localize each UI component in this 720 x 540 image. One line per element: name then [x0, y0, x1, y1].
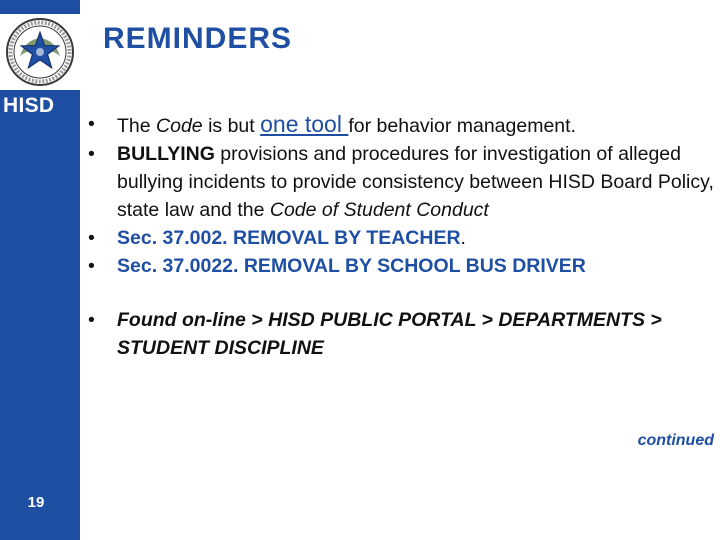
bullet-glyph: • — [88, 309, 95, 331]
bullet-text: provisions and procedures for investigation of alleged bullying incidents to provide consistency between HISD Board Policy, state law and the — [117, 143, 714, 221]
logo-container — [0, 14, 80, 90]
slide-number: 19 — [27, 494, 45, 511]
continued-label: continued — [637, 432, 714, 449]
removal-by-bus-driver-link[interactable]: Sec. 37.0022. REMOVAL BY SCHOOL BUS DRIVER — [117, 255, 586, 277]
bullet-item — [86, 252, 714, 280]
portal-path-link[interactable]: HISD PUBLIC PORTAL > DEPARTMENTS > STUDENT DISCIPLINE — [117, 309, 662, 359]
bullet-glyph: • — [88, 255, 95, 277]
sidebar — [0, 0, 80, 540]
found-online-lead: Found on-line > — [117, 309, 269, 331]
bullet-glyph: • — [88, 143, 95, 165]
emphasis-one-tool: one tool — [260, 111, 349, 137]
bullet-text: The — [117, 115, 157, 137]
bullet-text: is but — [202, 115, 261, 137]
bullet-text: for behavior management. — [348, 115, 576, 137]
bullet-glyph: • — [88, 113, 95, 135]
org-label: HISD — [3, 94, 55, 117]
bullet-list — [86, 110, 714, 362]
bullet-item — [86, 224, 714, 252]
slide-title: REMINDERS — [103, 22, 293, 55]
bullet-item — [86, 306, 714, 362]
bullying-lead: BULLYING — [117, 143, 215, 165]
bullet-glyph: • — [88, 227, 95, 249]
removal-by-teacher-link[interactable]: Sec. 37.002. REMOVAL BY TEACHER — [117, 227, 461, 249]
bullet-text: . — [460, 227, 466, 249]
hisd-star-seal-icon — [3, 16, 77, 88]
bullet-item — [86, 110, 714, 140]
code-term: Code — [156, 115, 203, 137]
code-of-conduct-term: Code of Student Conduct — [269, 199, 489, 221]
bullet-item — [86, 140, 714, 224]
